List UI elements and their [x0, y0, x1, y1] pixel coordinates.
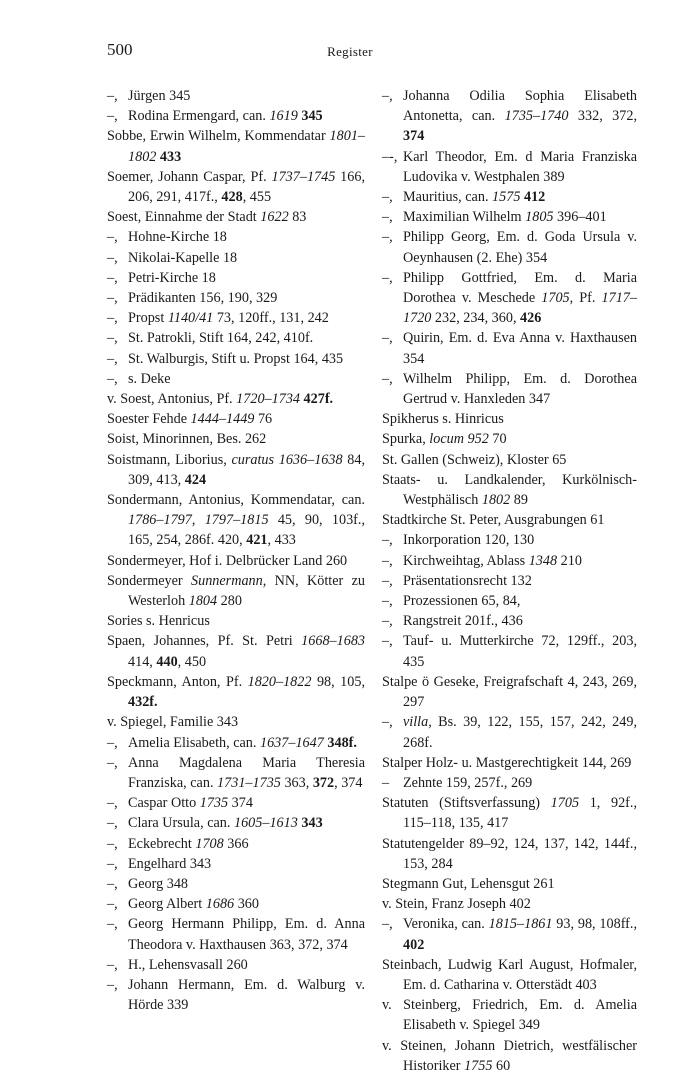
index-subentry: –, Philipp Georg, Em. d. Goda Ursula v. Oeynhausen (2. Ehe) 354	[382, 229, 637, 266]
index-subentry: –, Amelia Elisabeth, can. 1637–1647 348f.	[107, 734, 357, 751]
index-entry: Sondermeyer Sunnermann, NN, Kötter zu Westerloh 1804 280	[107, 572, 365, 610]
index-subentry: –, Prädikanten 156, 190, 329	[107, 290, 278, 307]
index-subentry: –, Clara Ursula, can. 1605–1613 343	[107, 815, 323, 832]
page-number: 500	[107, 40, 133, 59]
index-entry: v. Soest, Antonius, Pf. 1720–1734 427f.	[107, 391, 334, 408]
index-entry: v. Spiegel, Familie 343	[107, 714, 239, 731]
running-head: Register	[327, 44, 373, 59]
index-entry: Soemer, Johann Caspar, Pf. 1737–1745 166, 206, 291, 417f., 428, 455	[107, 168, 366, 206]
index-entry: Statutengelder 89–92, 124, 137, 142, 144f., 153, 284	[382, 835, 637, 872]
index-entry: Soest, Einnahme der Stadt 1622 83	[107, 209, 307, 226]
index-subentry: –, Jürgen 345	[107, 88, 191, 104]
index-entry: Spurka, locum 952 70	[382, 431, 507, 448]
index-entry: Spikherus s. Hinricus	[382, 411, 504, 428]
index-column-left	[107, 86, 365, 1015]
index-subentry: –, Petri-Kirche 18	[107, 269, 216, 286]
index-subentry: –, Rodina Ermengard, can. 1619 345	[107, 108, 323, 125]
index-entry: Stegmann Gut, Lehensgut 261	[382, 875, 555, 892]
index-subentry: –, Johanna Odilia Sophia Elisabeth Antonetta, can. 1735–1740 332, 372, 374	[382, 88, 638, 145]
index-subentry: –, St. Walburgis, Stift u. Propst 164, 435	[107, 350, 344, 367]
index-subentry: –, Propst 1140/41 73, 120ff., 131, 242	[107, 310, 329, 327]
index-subentry: –, Georg Albert 1686 360	[107, 896, 259, 913]
index-entry: Soistmann, Liborius, curatus 1636–1638 84, 309, 413, 424	[107, 451, 366, 488]
index-subentry: –, villa, Bs. 39, 122, 155, 157, 242, 249, 268f.	[382, 714, 637, 751]
index-entry: Spaen, Johannes, Pf. St. Petri 1668–1683 414, 440, 450	[107, 633, 365, 670]
index-subentry: –, Georg Hermann Philipp, Em. d. Anna Theodora v. Haxthausen 363, 372, 374	[107, 916, 365, 953]
index-entry: v. Stein, Franz Joseph 402	[382, 896, 531, 913]
index-entry: Sondermeyer, Hof i. Delbrücker Land 260	[107, 552, 348, 569]
index-subentry: –, Maximilian Wilhelm 1805 396–401	[382, 209, 607, 226]
index-subentry: –, Philipp Gottfried, Em. d. Maria Dorothea v. Meschede 1705, Pf. 1717–1720 232, 234, 360, 426	[382, 269, 637, 327]
index-subentry: –, Kirchweihtag, Ablass 1348 210	[382, 552, 582, 569]
index-subentry: –, Johann Hermann, Em. d. Walburg v. Hörde 339	[107, 976, 365, 1014]
index-entry: Staats- u. Landkalender, Kurkölnisch-Westphälisch 1802 89	[382, 471, 637, 509]
index-subentry: –, Wilhelm Philipp, Em. d. Dorothea Gertrud v. Hanxleden 347	[382, 370, 637, 408]
index-subentry: –, Veronika, can. 1815–1861 93, 98, 108ff., 402	[382, 916, 637, 953]
index-entry: Speckmann, Anton, Pf. 1820–1822 98, 105, 432f.	[107, 673, 365, 711]
index-entry: Stadtkirche St. Peter, Ausgrabungen 61	[382, 512, 605, 529]
index-entry: Sondermann, Antonius, Kommendatar, can. 1786–1797, 1797–1815 45, 90, 103f., 165, 254, 286f. 420, 421, 433	[107, 492, 365, 549]
index-subentry: –, Präsentationsrecht 132	[382, 572, 532, 589]
index-subentry: –, St. Patrokli, Stift 164, 242, 410f.	[107, 330, 314, 347]
index-entry: Soester Fehde 1444–1449 76	[107, 411, 273, 428]
index-subentry: –, H., Lehensvasall 260	[107, 956, 248, 973]
index-subentry: –, s. Deke	[107, 370, 171, 387]
index-column-right	[382, 86, 637, 1076]
index-subentry: –, Anna Magdalena Maria Theresia Franziska, can. 1731–1735 363, 372, 374	[107, 754, 365, 791]
index-entry: Stalper Holz- u. Mastgerechtigkeit 144, 269	[382, 754, 632, 771]
index-entry: St. Gallen (Schweiz), Kloster 65	[382, 451, 567, 468]
index-subentry: –, Tauf- u. Mutterkirche 72, 129ff., 203, 435	[382, 633, 637, 670]
index-entry: Steinbach, Ludwig Karl August, Hofmaler, Em. d. Catharina v. Otterstädt 403	[382, 956, 637, 993]
index-entry: v. Steinberg, Friedrich, Em. d. Amelia Elisabeth v. Spiegel 349	[382, 997, 637, 1034]
index-entry: Statuten (Stiftsverfassung) 1705 1, 92f., 115–118, 135, 417	[382, 795, 637, 832]
index-subentry: –, Engelhard 343	[107, 855, 212, 872]
index-subentry: –, Eckebrecht 1708 366	[107, 835, 249, 852]
index-subentry: –, Rangstreit 201f., 436	[382, 613, 523, 630]
index-entry: Sobbe, Erwin Wilhelm, Kommendatar 1801–1802 433	[107, 128, 365, 165]
index-subentry: –, Mauritius, can. 1575 412	[382, 189, 546, 206]
index-subentry: –, Quirin, Em. d. Eva Anna v. Haxthausen 354	[382, 330, 637, 367]
index-subentry: –, Nikolai-Kapelle 18	[107, 249, 238, 266]
index-subentry: – Zehnte 159, 257f., 269	[382, 774, 533, 791]
index-subentry: –, Hohne-Kirche 18	[107, 229, 227, 246]
index-subentry: –, Inkorporation 120, 130	[382, 532, 535, 549]
index-subentry: –, Georg 348	[107, 875, 189, 892]
index-subentry: –-, Karl Theodor, Em. d Maria Franziska Ludovika v. Westphalen 389	[382, 148, 637, 185]
index-subentry: –, Caspar Otto 1735 374	[107, 795, 253, 812]
index-subentry: –, Prozessionen 65, 84,	[382, 593, 521, 610]
index-entry: Soist, Minorinnen, Bes. 262	[107, 431, 267, 448]
index-entry: Sories s. Henricus	[107, 613, 210, 630]
index-entry: Stalpe ö Geseke, Freigrafschaft 4, 243, 269, 297	[382, 673, 637, 711]
index-entry: v. Steinen, Johann Dietrich, westfälischer Historiker 1755 60	[382, 1037, 637, 1074]
